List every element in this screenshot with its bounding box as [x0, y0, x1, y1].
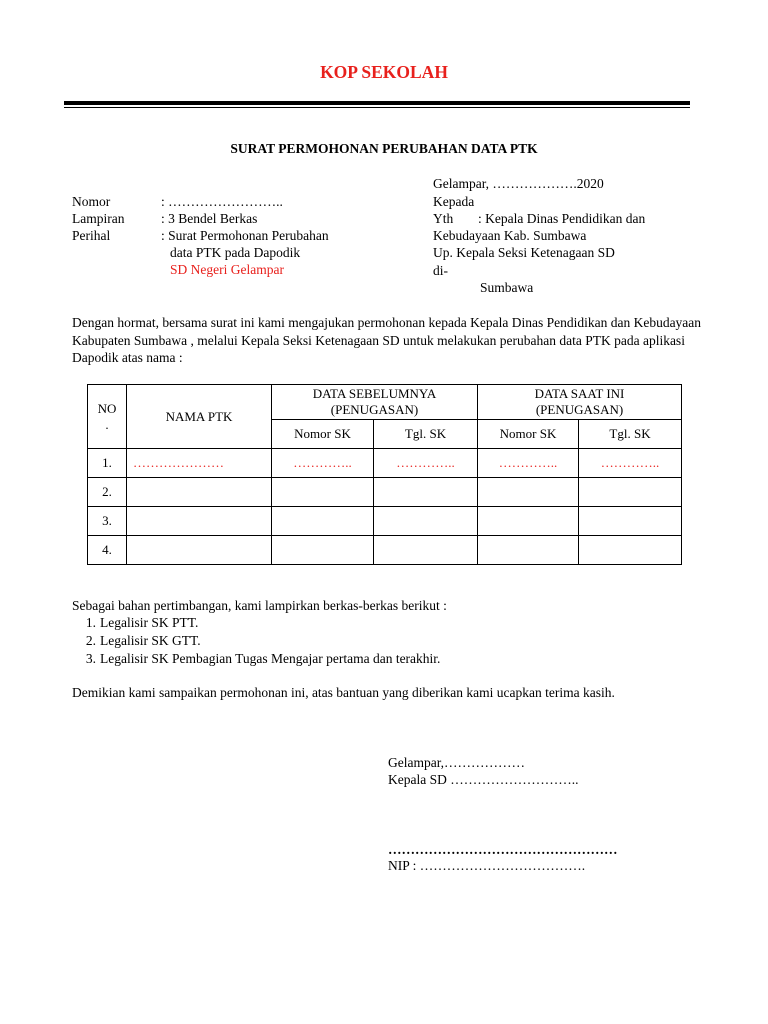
closing-paragraph: Demikian kami sampaikan permohonan ini, atas bantuan yang diberikan kami ucapkan terima kasih. — [72, 685, 615, 700]
perihal-line-2: data PTK pada Dapodik — [170, 245, 301, 260]
letter-title: SURAT PERMOHONAN PERUBAHAN DATA PTK — [230, 141, 538, 156]
recipient-yth-value: : Kepala Dinas Pendidikan dan — [478, 211, 646, 226]
header-no: NO . — [88, 385, 127, 449]
row-after-nomor — [478, 507, 579, 536]
letterhead: KOP SEKOLAH — [320, 62, 448, 82]
perihal-line-3: SD Negeri Gelampar — [170, 262, 284, 277]
nomor-label: Nomor — [72, 194, 111, 209]
header-data-saat-ini: DATA SAAT INI (PENUGASAN) — [478, 385, 682, 420]
row-after-nomor — [478, 478, 579, 507]
recipient-line-2: Kebudayaan Kab. Sumbawa — [433, 228, 587, 243]
header-after-nomor-sk: Nomor SK — [478, 420, 579, 449]
row-after-tgl — [579, 507, 682, 536]
row-before-tgl — [374, 536, 478, 565]
letterhead-rule-thick — [64, 101, 690, 105]
letterhead-rule-thin — [64, 107, 690, 108]
signature-nip: NIP : ………………………………. — [388, 858, 586, 873]
signature-place: Gelampar,……………… — [388, 755, 526, 770]
row-before-tgl — [374, 478, 478, 507]
list-item: 2. Legalisir SK GTT. — [85, 633, 201, 648]
table-row — [88, 536, 682, 565]
list-item: 1. Legalisir SK PTT. — [85, 615, 199, 630]
header-data-sebelumnya: DATA SEBELUMNYA (PENUGASAN) — [272, 385, 478, 420]
table-row — [88, 507, 682, 536]
row-before-tgl — [374, 507, 478, 536]
row-before-tgl: ………….. — [374, 449, 478, 478]
signature-position: Kepala SD ……………………….. — [388, 772, 579, 787]
row-no: 1. — [88, 449, 127, 478]
recipient-line-3: Up. Kepala Seksi Ketenagaan SD — [433, 245, 615, 260]
row-before-nomor — [272, 536, 374, 565]
row-nama: ………………… — [127, 449, 272, 478]
header-nama-ptk: NAMA PTK — [127, 385, 272, 449]
attachments-intro: Sebagai bahan pertimbangan, kami lampirkan berkas-berkas berikut : — [72, 598, 447, 613]
row-nama — [127, 478, 272, 507]
recipient-yth-label: Yth — [433, 211, 454, 226]
row-after-tgl — [579, 536, 682, 565]
header-after-tgl-sk: Tgl. SK — [579, 420, 682, 449]
row-nama — [127, 507, 272, 536]
table-row — [88, 478, 682, 507]
recipient-kepada: Kepada — [433, 194, 475, 209]
table-row — [88, 449, 682, 478]
perihal-line-1: : Surat Permohonan Perubahan — [161, 228, 329, 243]
lampiran-label: Lampiran — [72, 211, 125, 226]
opening-paragraph: Dengan hormat, bersama surat ini kami mengajukan permohonan kepada Kepala Dinas Pendidikan dan Kebudayaan Kabupaten Sumbawa , melalui Kepala Seksi Ketenagaan SD untuk melakukan perubahan data PTK pada aplikasi Dapodik atas nama : — [72, 315, 702, 365]
row-no: 4. — [88, 536, 127, 565]
attachments-list — [72, 615, 440, 669]
row-after-tgl: ………….. — [579, 449, 682, 478]
recipient-di: di- — [433, 263, 448, 278]
place-date: Gelampar, ……………….2020 — [433, 176, 604, 191]
row-nama — [127, 536, 272, 565]
nomor-value: : …………………….. — [161, 194, 283, 209]
header-before-nomor-sk: Nomor SK — [272, 420, 374, 449]
row-before-nomor — [272, 507, 374, 536]
recipient-city: Sumbawa — [480, 280, 534, 295]
row-no: 3. — [88, 507, 127, 536]
row-after-tgl — [579, 478, 682, 507]
lampiran-value: : 3 Bendel Berkas — [161, 211, 258, 226]
row-after-nomor — [478, 536, 579, 565]
row-before-nomor: ………….. — [272, 449, 374, 478]
ptk-table — [87, 384, 682, 565]
list-item: 3. Legalisir SK Pembagian Tugas Mengajar pertama dan terakhir. — [85, 651, 441, 666]
row-no: 2. — [88, 478, 127, 507]
row-after-nomor: ………….. — [478, 449, 579, 478]
perihal-label: Perihal — [72, 228, 111, 243]
header-before-tgl-sk: Tgl. SK — [374, 420, 478, 449]
signature-name-line: …………………………………………… — [388, 842, 618, 857]
row-before-nomor — [272, 478, 374, 507]
